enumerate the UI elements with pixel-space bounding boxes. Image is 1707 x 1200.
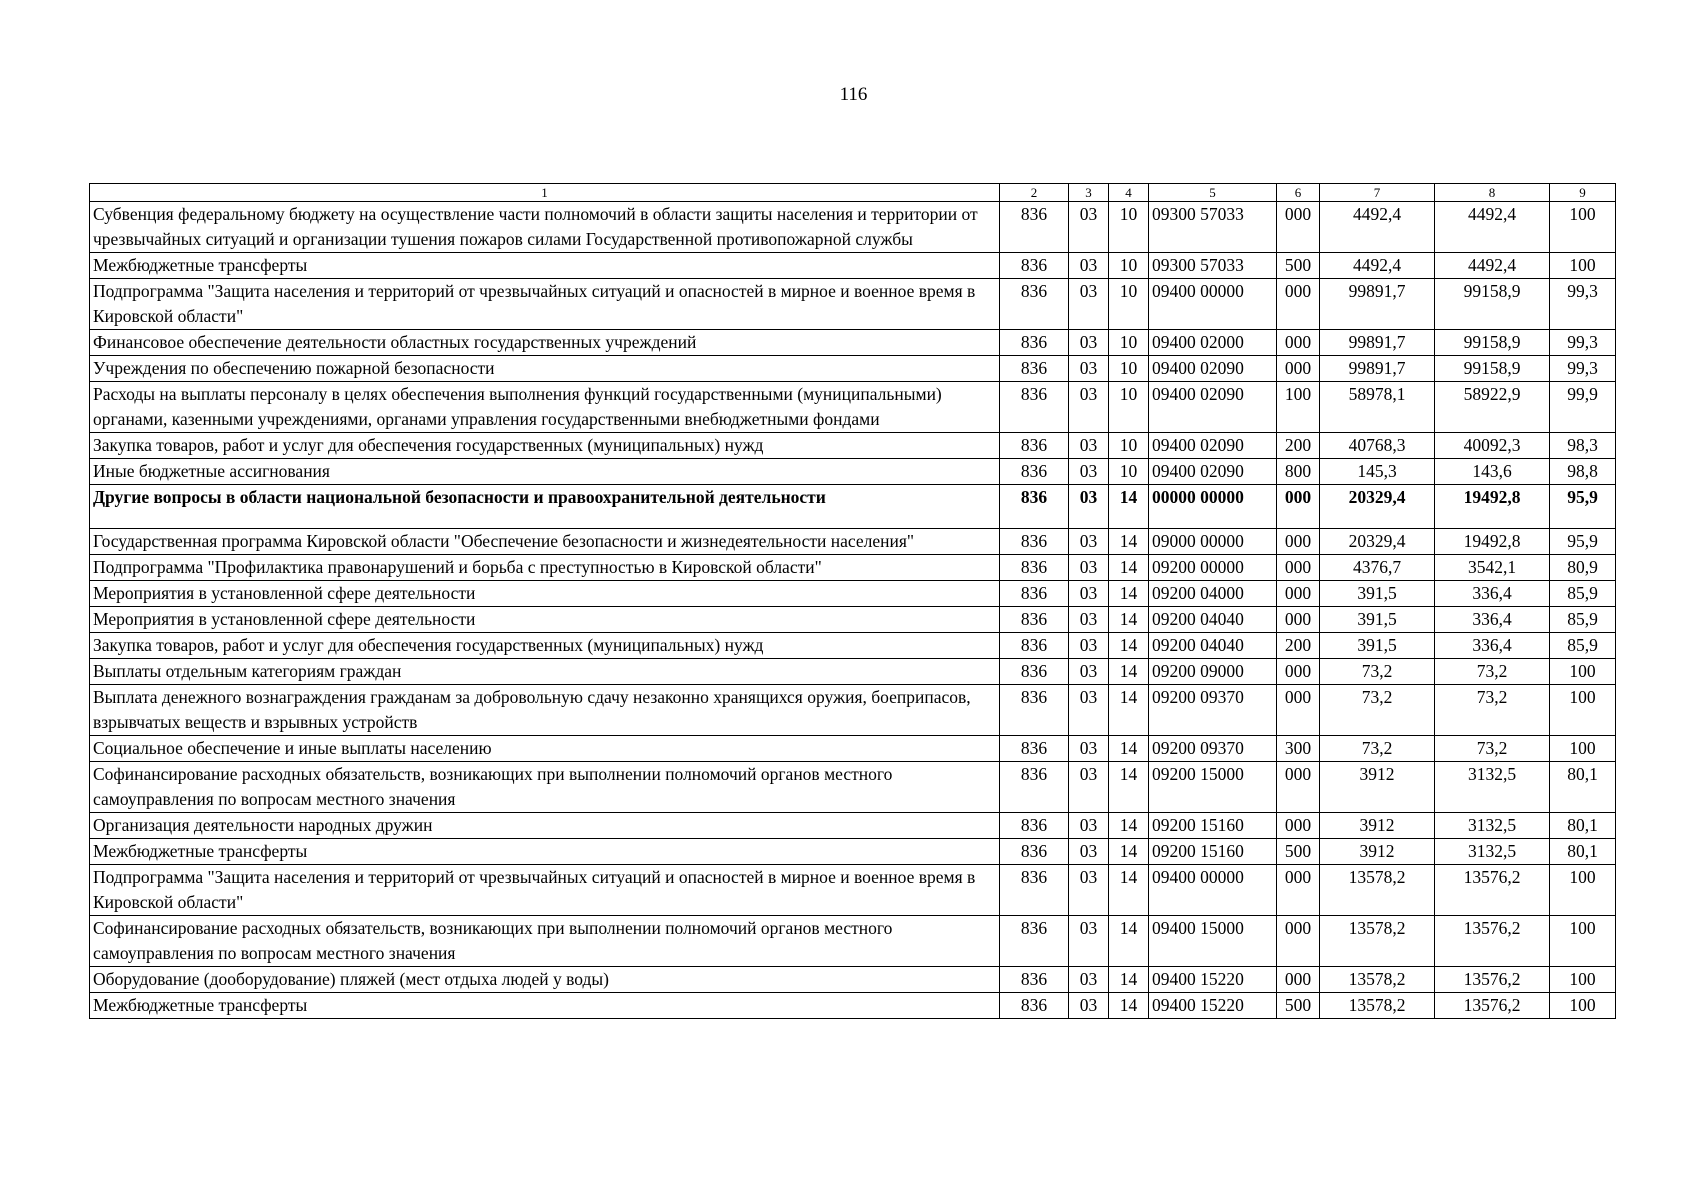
target-article-cell: 09200 15160 xyxy=(1149,839,1277,865)
plan-amount-cell: 13578,2 xyxy=(1320,916,1435,967)
subsection-code-cell: 14 xyxy=(1109,762,1149,813)
expense-type-cell: 000 xyxy=(1277,330,1320,356)
table-row xyxy=(90,581,1616,607)
table-row xyxy=(90,253,1616,279)
expense-type-cell: 000 xyxy=(1277,865,1320,916)
table-row xyxy=(90,839,1616,865)
table-row xyxy=(90,685,1616,736)
subsection-code-cell: 14 xyxy=(1109,529,1149,555)
subsection-code-cell: 14 xyxy=(1109,659,1149,685)
row-name-cell: Межбюджетные трансферты xyxy=(90,253,1000,279)
ved-code-cell: 836 xyxy=(1000,967,1069,993)
plan-amount-cell: 73,2 xyxy=(1320,685,1435,736)
subsection-code-cell: 10 xyxy=(1109,356,1149,382)
percent-cell: 100 xyxy=(1550,993,1616,1019)
plan-amount-cell: 40768,3 xyxy=(1320,433,1435,459)
ved-code-cell: 836 xyxy=(1000,555,1069,581)
percent-cell: 80,9 xyxy=(1550,555,1616,581)
plan-amount-cell: 4492,4 xyxy=(1320,202,1435,253)
subsection-code-cell: 10 xyxy=(1109,253,1149,279)
plan-amount-cell: 73,2 xyxy=(1320,736,1435,762)
section-code-cell: 03 xyxy=(1069,839,1109,865)
section-code-cell: 03 xyxy=(1069,382,1109,433)
section-code-cell: 03 xyxy=(1069,865,1109,916)
expense-type-cell: 000 xyxy=(1277,659,1320,685)
actual-amount-cell: 58922,9 xyxy=(1435,382,1550,433)
section-code-cell: 03 xyxy=(1069,202,1109,253)
actual-amount-cell: 73,2 xyxy=(1435,736,1550,762)
section-code-cell: 03 xyxy=(1069,633,1109,659)
row-name-cell: Государственная программа Кировской области "Обеспечение безопасности и жизнедеятельности населения" xyxy=(90,529,1000,555)
percent-cell: 100 xyxy=(1550,967,1616,993)
plan-amount-cell: 20329,4 xyxy=(1320,529,1435,555)
subsection-code-cell: 14 xyxy=(1109,633,1149,659)
actual-amount-cell: 99158,9 xyxy=(1435,330,1550,356)
ved-code-cell: 836 xyxy=(1000,762,1069,813)
expense-type-cell: 300 xyxy=(1277,736,1320,762)
expense-type-cell: 500 xyxy=(1277,253,1320,279)
ved-code-cell: 836 xyxy=(1000,865,1069,916)
column-header: 1 xyxy=(90,184,1000,202)
plan-amount-cell: 3912 xyxy=(1320,839,1435,865)
section-code-cell: 03 xyxy=(1069,279,1109,330)
percent-cell: 85,9 xyxy=(1550,633,1616,659)
target-article-cell: 09200 09000 xyxy=(1149,659,1277,685)
table-row xyxy=(90,529,1616,555)
ved-code-cell: 836 xyxy=(1000,279,1069,330)
ved-code-cell: 836 xyxy=(1000,633,1069,659)
target-article-cell: 09400 15000 xyxy=(1149,916,1277,967)
table-row xyxy=(90,202,1616,253)
table-row xyxy=(90,762,1616,813)
target-article-cell: 09400 00000 xyxy=(1149,865,1277,916)
target-article-cell: 09400 02000 xyxy=(1149,330,1277,356)
target-article-cell: 09200 15160 xyxy=(1149,813,1277,839)
percent-cell: 95,9 xyxy=(1550,485,1616,529)
table-row xyxy=(90,459,1616,485)
subsection-code-cell: 10 xyxy=(1109,382,1149,433)
expense-type-cell: 000 xyxy=(1277,555,1320,581)
table-row xyxy=(90,555,1616,581)
plan-amount-cell: 13578,2 xyxy=(1320,967,1435,993)
target-article-cell: 09400 02090 xyxy=(1149,459,1277,485)
column-header: 4 xyxy=(1109,184,1149,202)
expense-type-cell: 000 xyxy=(1277,916,1320,967)
ved-code-cell: 836 xyxy=(1000,433,1069,459)
target-article-cell: 09400 02090 xyxy=(1149,433,1277,459)
table-row xyxy=(90,865,1616,916)
actual-amount-cell: 73,2 xyxy=(1435,659,1550,685)
subsection-code-cell: 14 xyxy=(1109,485,1149,529)
row-name-cell: Финансовое обеспечение деятельности областных государственных учреждений xyxy=(90,330,1000,356)
actual-amount-cell: 73,2 xyxy=(1435,685,1550,736)
expense-type-cell: 000 xyxy=(1277,529,1320,555)
section-code-cell: 03 xyxy=(1069,253,1109,279)
section-code-cell: 03 xyxy=(1069,993,1109,1019)
section-code-cell: 03 xyxy=(1069,967,1109,993)
row-name-cell: Организация деятельности народных дружин xyxy=(90,813,1000,839)
plan-amount-cell: 391,5 xyxy=(1320,607,1435,633)
section-code-cell: 03 xyxy=(1069,555,1109,581)
column-header: 6 xyxy=(1277,184,1320,202)
subsection-code-cell: 14 xyxy=(1109,607,1149,633)
target-article-cell: 09200 04040 xyxy=(1149,607,1277,633)
row-name-cell: Закупка товаров, работ и услуг для обеспечения государственных (муниципальных) нужд xyxy=(90,433,1000,459)
plan-amount-cell: 58978,1 xyxy=(1320,382,1435,433)
plan-amount-cell: 3912 xyxy=(1320,762,1435,813)
expense-type-cell: 000 xyxy=(1277,607,1320,633)
ved-code-cell: 836 xyxy=(1000,529,1069,555)
ved-code-cell: 836 xyxy=(1000,839,1069,865)
table-row xyxy=(90,813,1616,839)
percent-cell: 99,3 xyxy=(1550,279,1616,330)
table-row xyxy=(90,916,1616,967)
percent-cell: 100 xyxy=(1550,736,1616,762)
percent-cell: 95,9 xyxy=(1550,529,1616,555)
ved-code-cell: 836 xyxy=(1000,253,1069,279)
ved-code-cell: 836 xyxy=(1000,356,1069,382)
actual-amount-cell: 19492,8 xyxy=(1435,529,1550,555)
percent-cell: 99,3 xyxy=(1550,356,1616,382)
target-article-cell: 09200 00000 xyxy=(1149,555,1277,581)
subsection-code-cell: 14 xyxy=(1109,581,1149,607)
ved-code-cell: 836 xyxy=(1000,685,1069,736)
percent-cell: 99,9 xyxy=(1550,382,1616,433)
section-code-cell: 03 xyxy=(1069,356,1109,382)
expense-type-cell: 200 xyxy=(1277,633,1320,659)
actual-amount-cell: 336,4 xyxy=(1435,607,1550,633)
table-row xyxy=(90,485,1616,529)
budget-table xyxy=(89,183,1616,1019)
plan-amount-cell: 20329,4 xyxy=(1320,485,1435,529)
table-row xyxy=(90,382,1616,433)
row-name-cell: Выплата денежного вознаграждения гражданам за добровольную сдачу незаконно хранящихся оружия, боеприпасов, взрывчатых веществ и взрывных устройств xyxy=(90,685,1000,736)
table-row xyxy=(90,659,1616,685)
table-row xyxy=(90,356,1616,382)
subsection-code-cell: 10 xyxy=(1109,330,1149,356)
target-article-cell: 09400 02090 xyxy=(1149,382,1277,433)
actual-amount-cell: 336,4 xyxy=(1435,581,1550,607)
percent-cell: 100 xyxy=(1550,202,1616,253)
percent-cell: 85,9 xyxy=(1550,581,1616,607)
table-row xyxy=(90,967,1616,993)
target-article-cell: 09300 57033 xyxy=(1149,202,1277,253)
row-name-cell: Софинансирование расходных обязательств, возникающих при выполнении полномочий органов местного самоуправления по вопросам местного значения xyxy=(90,916,1000,967)
subsection-code-cell: 14 xyxy=(1109,916,1149,967)
row-name-cell: Подпрограмма "Защита населения и территорий от чрезвычайных ситуаций и опасностей в мирное и военное время в Кировской области" xyxy=(90,279,1000,330)
plan-amount-cell: 4376,7 xyxy=(1320,555,1435,581)
expense-type-cell: 500 xyxy=(1277,993,1320,1019)
ved-code-cell: 836 xyxy=(1000,581,1069,607)
target-article-cell: 09200 04040 xyxy=(1149,633,1277,659)
subsection-code-cell: 10 xyxy=(1109,459,1149,485)
target-article-cell: 09400 15220 xyxy=(1149,967,1277,993)
section-code-cell: 03 xyxy=(1069,529,1109,555)
table-row xyxy=(90,607,1616,633)
table-row xyxy=(90,279,1616,330)
row-name-cell: Выплаты отдельным категориям граждан xyxy=(90,659,1000,685)
plan-amount-cell: 99891,7 xyxy=(1320,330,1435,356)
target-article-cell: 09200 04000 xyxy=(1149,581,1277,607)
row-name-cell: Подпрограмма "Защита населения и территорий от чрезвычайных ситуаций и опасностей в мирное и военное время в Кировской области" xyxy=(90,865,1000,916)
percent-cell: 80,1 xyxy=(1550,813,1616,839)
row-name-cell: Мероприятия в установленной сфере деятельности xyxy=(90,607,1000,633)
section-code-cell: 03 xyxy=(1069,736,1109,762)
expense-type-cell: 000 xyxy=(1277,967,1320,993)
row-name-cell: Оборудование (дооборудование) пляжей (мест отдыха людей у воды) xyxy=(90,967,1000,993)
row-name-cell: Мероприятия в установленной сфере деятельности xyxy=(90,581,1000,607)
row-name-cell: Субвенция федеральному бюджету на осуществление части полномочий в области защиты населения и территории от чрезвычайных ситуаций и организации тушения пожаров силами Государственной противопожарной службы xyxy=(90,202,1000,253)
percent-cell: 80,1 xyxy=(1550,762,1616,813)
row-name-cell: Межбюджетные трансферты xyxy=(90,839,1000,865)
percent-cell: 100 xyxy=(1550,659,1616,685)
ved-code-cell: 836 xyxy=(1000,736,1069,762)
percent-cell: 100 xyxy=(1550,916,1616,967)
actual-amount-cell: 4492,4 xyxy=(1435,253,1550,279)
target-article-cell: 09200 09370 xyxy=(1149,685,1277,736)
expense-type-cell: 000 xyxy=(1277,685,1320,736)
actual-amount-cell: 143,6 xyxy=(1435,459,1550,485)
table-header-row xyxy=(90,184,1616,202)
actual-amount-cell: 4492,4 xyxy=(1435,202,1550,253)
actual-amount-cell: 40092,3 xyxy=(1435,433,1550,459)
actual-amount-cell: 3542,1 xyxy=(1435,555,1550,581)
percent-cell: 85,9 xyxy=(1550,607,1616,633)
subsection-code-cell: 14 xyxy=(1109,736,1149,762)
subsection-code-cell: 14 xyxy=(1109,685,1149,736)
percent-cell: 99,3 xyxy=(1550,330,1616,356)
table-row xyxy=(90,633,1616,659)
actual-amount-cell: 13576,2 xyxy=(1435,993,1550,1019)
row-name-cell: Другие вопросы в области национальной безопасности и правоохранительной деятельности xyxy=(90,485,1000,529)
expense-type-cell: 800 xyxy=(1277,459,1320,485)
ved-code-cell: 836 xyxy=(1000,382,1069,433)
subsection-code-cell: 14 xyxy=(1109,555,1149,581)
actual-amount-cell: 3132,5 xyxy=(1435,839,1550,865)
expense-type-cell: 000 xyxy=(1277,485,1320,529)
actual-amount-cell: 13576,2 xyxy=(1435,865,1550,916)
plan-amount-cell: 99891,7 xyxy=(1320,356,1435,382)
section-code-cell: 03 xyxy=(1069,433,1109,459)
actual-amount-cell: 19492,8 xyxy=(1435,485,1550,529)
expense-type-cell: 000 xyxy=(1277,202,1320,253)
target-article-cell: 09400 15220 xyxy=(1149,993,1277,1019)
plan-amount-cell: 99891,7 xyxy=(1320,279,1435,330)
ved-code-cell: 836 xyxy=(1000,485,1069,529)
target-article-cell: 09400 00000 xyxy=(1149,279,1277,330)
page-number: 116 xyxy=(839,84,868,105)
plan-amount-cell: 3912 xyxy=(1320,813,1435,839)
section-code-cell: 03 xyxy=(1069,813,1109,839)
table-body xyxy=(90,202,1616,1019)
section-code-cell: 03 xyxy=(1069,330,1109,356)
ved-code-cell: 836 xyxy=(1000,813,1069,839)
row-name-cell: Иные бюджетные ассигнования xyxy=(90,459,1000,485)
subsection-code-cell: 14 xyxy=(1109,865,1149,916)
ved-code-cell: 836 xyxy=(1000,607,1069,633)
expense-type-cell: 000 xyxy=(1277,762,1320,813)
section-code-cell: 03 xyxy=(1069,762,1109,813)
plan-amount-cell: 13578,2 xyxy=(1320,865,1435,916)
table-row xyxy=(90,736,1616,762)
expense-type-cell: 500 xyxy=(1277,839,1320,865)
target-article-cell: 09200 09370 xyxy=(1149,736,1277,762)
section-code-cell: 03 xyxy=(1069,916,1109,967)
actual-amount-cell: 3132,5 xyxy=(1435,813,1550,839)
plan-amount-cell: 73,2 xyxy=(1320,659,1435,685)
subsection-code-cell: 14 xyxy=(1109,967,1149,993)
column-header: 9 xyxy=(1550,184,1616,202)
ved-code-cell: 836 xyxy=(1000,916,1069,967)
percent-cell: 80,1 xyxy=(1550,839,1616,865)
target-article-cell: 09200 15000 xyxy=(1149,762,1277,813)
row-name-cell: Подпрограмма "Профилактика правонарушений и борьба с преступностью в Кировской области" xyxy=(90,555,1000,581)
expense-type-cell: 100 xyxy=(1277,382,1320,433)
plan-amount-cell: 13578,2 xyxy=(1320,993,1435,1019)
plan-amount-cell: 4492,4 xyxy=(1320,253,1435,279)
target-article-cell: 09400 02090 xyxy=(1149,356,1277,382)
column-header: 2 xyxy=(1000,184,1069,202)
ved-code-cell: 836 xyxy=(1000,202,1069,253)
subsection-code-cell: 10 xyxy=(1109,279,1149,330)
actual-amount-cell: 13576,2 xyxy=(1435,916,1550,967)
row-name-cell: Закупка товаров, работ и услуг для обеспечения государственных (муниципальных) нужд xyxy=(90,633,1000,659)
expense-type-cell: 000 xyxy=(1277,279,1320,330)
expense-type-cell: 000 xyxy=(1277,813,1320,839)
actual-amount-cell: 336,4 xyxy=(1435,633,1550,659)
percent-cell: 98,8 xyxy=(1550,459,1616,485)
subsection-code-cell: 14 xyxy=(1109,993,1149,1019)
row-name-cell: Софинансирование расходных обязательств, возникающих при выполнении полномочий органов местного самоуправления по вопросам местного значения xyxy=(90,762,1000,813)
subsection-code-cell: 10 xyxy=(1109,433,1149,459)
section-code-cell: 03 xyxy=(1069,659,1109,685)
percent-cell: 100 xyxy=(1550,685,1616,736)
actual-amount-cell: 13576,2 xyxy=(1435,967,1550,993)
expense-type-cell: 200 xyxy=(1277,433,1320,459)
table-row xyxy=(90,433,1616,459)
table-row xyxy=(90,330,1616,356)
expense-type-cell: 000 xyxy=(1277,356,1320,382)
plan-amount-cell: 391,5 xyxy=(1320,581,1435,607)
plan-amount-cell: 145,3 xyxy=(1320,459,1435,485)
ved-code-cell: 836 xyxy=(1000,993,1069,1019)
row-name-cell: Расходы на выплаты персоналу в целях обеспечения выполнения функций государственными (муниципальными) органами, казенными учреждениями, органами управления государственными внебюджетными фондами xyxy=(90,382,1000,433)
column-header: 8 xyxy=(1435,184,1550,202)
percent-cell: 100 xyxy=(1550,865,1616,916)
section-code-cell: 03 xyxy=(1069,485,1109,529)
target-article-cell: 09000 00000 xyxy=(1149,529,1277,555)
expense-type-cell: 000 xyxy=(1277,581,1320,607)
target-article-cell: 00000 00000 xyxy=(1149,485,1277,529)
actual-amount-cell: 99158,9 xyxy=(1435,356,1550,382)
ved-code-cell: 836 xyxy=(1000,459,1069,485)
row-name-cell: Учреждения по обеспечению пожарной безопасности xyxy=(90,356,1000,382)
column-header: 7 xyxy=(1320,184,1435,202)
actual-amount-cell: 3132,5 xyxy=(1435,762,1550,813)
section-code-cell: 03 xyxy=(1069,459,1109,485)
subsection-code-cell: 14 xyxy=(1109,839,1149,865)
plan-amount-cell: 391,5 xyxy=(1320,633,1435,659)
ved-code-cell: 836 xyxy=(1000,330,1069,356)
row-name-cell: Социальное обеспечение и иные выплаты населению xyxy=(90,736,1000,762)
table-row xyxy=(90,993,1616,1019)
section-code-cell: 03 xyxy=(1069,685,1109,736)
section-code-cell: 03 xyxy=(1069,607,1109,633)
target-article-cell: 09300 57033 xyxy=(1149,253,1277,279)
ved-code-cell: 836 xyxy=(1000,659,1069,685)
column-header: 3 xyxy=(1069,184,1109,202)
actual-amount-cell: 99158,9 xyxy=(1435,279,1550,330)
row-name-cell: Межбюджетные трансферты xyxy=(90,993,1000,1019)
column-header: 5 xyxy=(1149,184,1277,202)
subsection-code-cell: 10 xyxy=(1109,202,1149,253)
subsection-code-cell: 14 xyxy=(1109,813,1149,839)
percent-cell: 100 xyxy=(1550,253,1616,279)
percent-cell: 98,3 xyxy=(1550,433,1616,459)
section-code-cell: 03 xyxy=(1069,581,1109,607)
